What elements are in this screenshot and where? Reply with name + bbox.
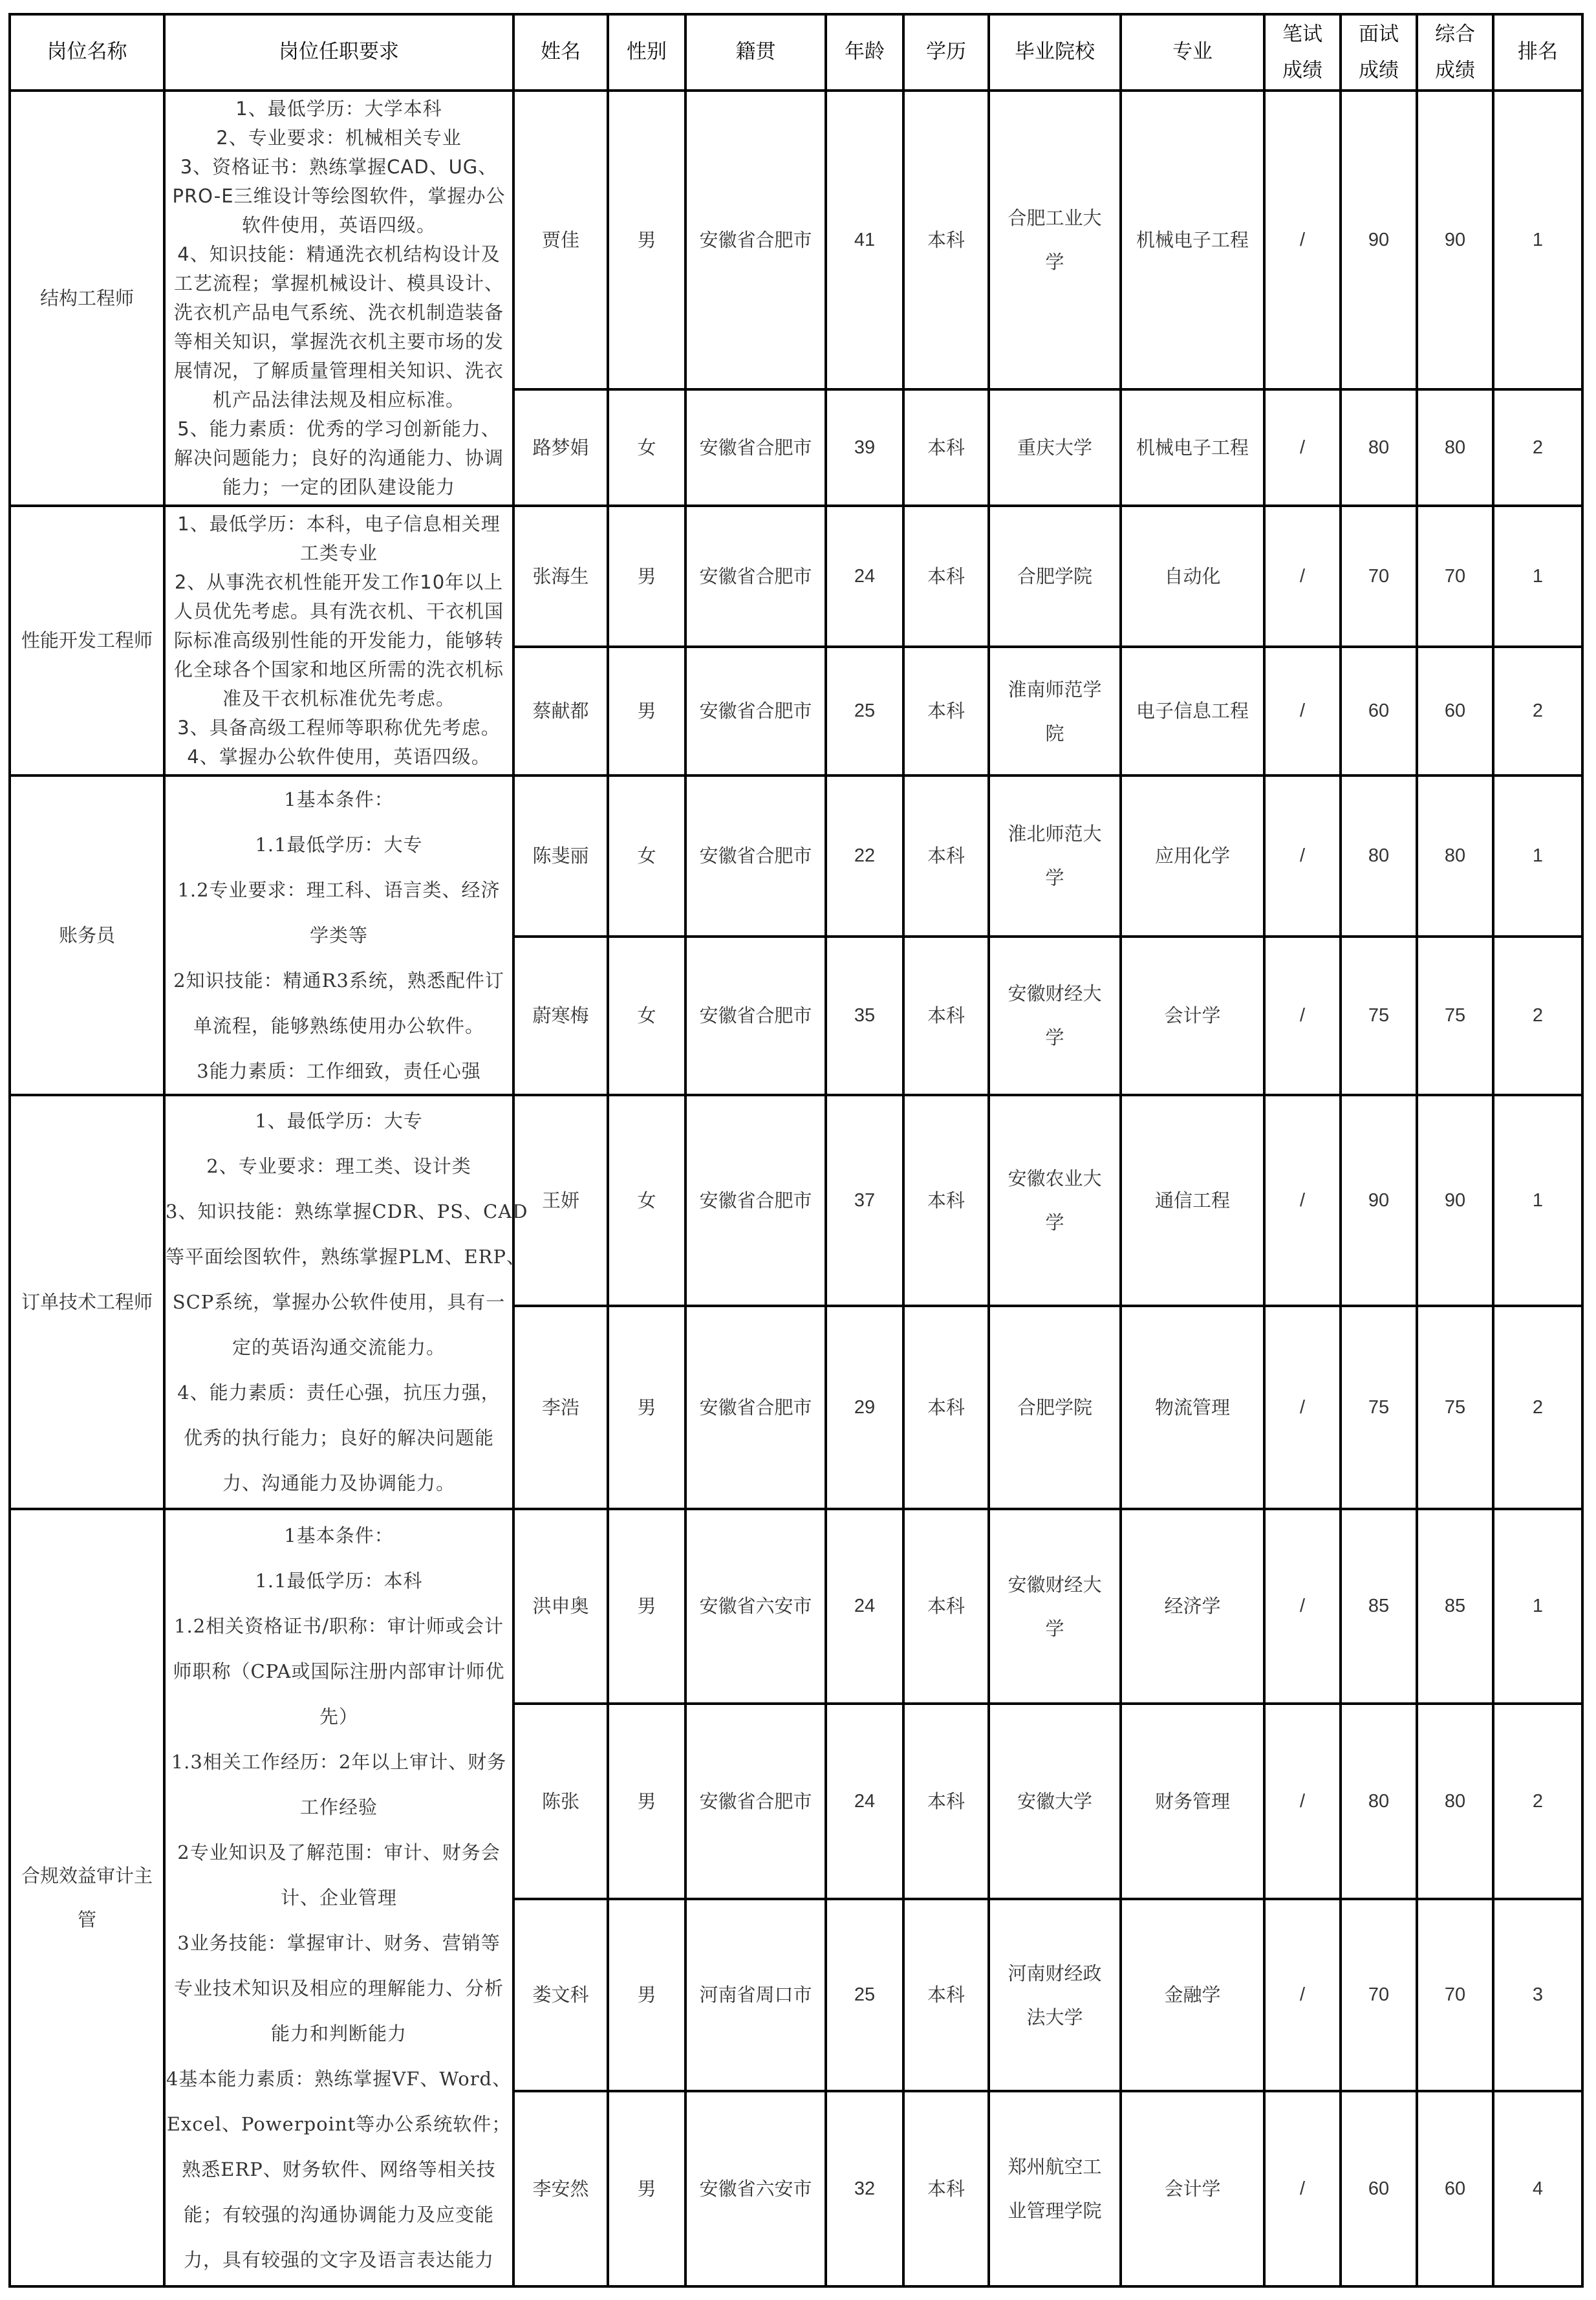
requirement-line: 单流程，能够熟练使用办公软件。 <box>193 1015 484 1037</box>
requirement-line: 1、最低学历：大学本科 <box>235 98 442 120</box>
interview-score-cell: 75 <box>1341 937 1417 1096</box>
major-cell: 经济学 <box>1121 1509 1264 1704</box>
age-cell: 29 <box>826 1306 903 1509</box>
requirement-line: 2知识技能：精通R3系统，熟悉配件订 <box>173 970 504 992</box>
gender-cell: 男 <box>608 1704 685 1899</box>
hometown-cell: 安徽省六安市 <box>685 2091 826 2286</box>
rank-cell: 1 <box>1493 91 1582 389</box>
requirement-line: 3业务技能：掌握审计、财务、营销等 <box>177 1932 501 1954</box>
requirement-line: 4、能力素质：责任心强，抗压力强， <box>177 1382 501 1404</box>
school-name-line: 安徽农业大 <box>1008 1167 1102 1189</box>
gender-cell: 男 <box>608 2091 685 2286</box>
school-cell <box>989 389 1121 506</box>
major-cell: 物流管理 <box>1121 1306 1264 1509</box>
gender-cell: 女 <box>608 1095 685 1306</box>
total-score-cell: 85 <box>1417 1509 1493 1704</box>
school-name-line: 法大学 <box>1026 2006 1083 2028</box>
hometown-cell: 安徽省六安市 <box>685 1509 826 1704</box>
school-cell <box>989 647 1121 776</box>
requirement-line: 机产品法律法规及相应标准。 <box>212 389 465 411</box>
candidate-name-cell: 路梦娟 <box>513 389 608 506</box>
header-total-score <box>1417 14 1493 91</box>
hometown-cell: 安徽省合肥市 <box>685 1306 826 1509</box>
requirement-line: 际标准高级别性能的开发能力，能够转 <box>173 629 504 651</box>
candidate-name-cell: 李浩 <box>513 1306 608 1509</box>
requirement-line: 展情况，了解质量管理相关知识、洗衣 <box>173 360 504 382</box>
job-requirements-cell <box>164 506 513 776</box>
requirement-line: 1基本条件： <box>284 1524 394 1546</box>
total-score-cell: 90 <box>1417 91 1493 389</box>
header-interview-score-line2: 成绩 <box>1359 59 1399 82</box>
interview-score-cell: 70 <box>1341 1899 1417 2091</box>
requirement-line: 1.1最低学历：本科 <box>255 1570 423 1592</box>
major-cell: 通信工程 <box>1121 1095 1264 1306</box>
table-row <box>10 776 1582 937</box>
position-name-line: 管 <box>77 1909 96 1931</box>
interview-score-cell: 90 <box>1341 1095 1417 1306</box>
gender-cell: 男 <box>608 647 685 776</box>
age-cell: 35 <box>826 937 903 1096</box>
position-name: 订单技术工程师 <box>21 1290 153 1313</box>
header-total-score-line1: 综合 <box>1435 23 1475 46</box>
age-cell: 25 <box>826 647 903 776</box>
requirement-line: 4基本能力素质：熟练掌握VF、Word、 <box>166 2068 512 2090</box>
rank-cell: 1 <box>1493 1509 1582 1704</box>
position-name-cell <box>10 1509 164 2286</box>
job-requirements-cell <box>164 776 513 1095</box>
requirement-line: 2、专业要求：机械相关专业 <box>216 127 462 149</box>
written-score-cell: / <box>1264 776 1341 937</box>
major-cell: 应用化学 <box>1121 776 1264 937</box>
education-cell: 本科 <box>903 776 989 937</box>
school-cell <box>989 91 1121 389</box>
hometown-cell: 安徽省合肥市 <box>685 91 826 389</box>
requirement-line: 3、具备高级工程师等职称优先考虑。 <box>177 717 501 739</box>
requirement-line: 2、专业要求：理工类、设计类 <box>206 1155 471 1177</box>
rank-cell: 3 <box>1493 1899 1582 2091</box>
school-cell <box>989 1095 1121 1306</box>
header-interview-score <box>1341 14 1417 91</box>
hometown-cell: 安徽省合肥市 <box>685 647 826 776</box>
total-score-cell: 60 <box>1417 647 1493 776</box>
written-score-cell: / <box>1264 1704 1341 1899</box>
requirement-line: 解决问题能力；良好的沟通能力、协调 <box>173 447 504 469</box>
interview-score-cell: 80 <box>1341 1704 1417 1899</box>
requirement-line: 专业技术知识及相应的理解能力、分析 <box>173 1977 504 1999</box>
hometown-cell: 安徽省合肥市 <box>685 937 826 1096</box>
requirement-line: 计、企业管理 <box>280 1887 397 1909</box>
requirement-line: 1、最低学历：本科，电子信息相关理 <box>177 513 501 535</box>
school-cell <box>989 776 1121 937</box>
total-score-cell: 90 <box>1417 1095 1493 1306</box>
age-cell: 37 <box>826 1095 903 1306</box>
interview-score-cell: 80 <box>1341 389 1417 506</box>
school-name-line: 郑州航空工 <box>1008 2156 1102 2178</box>
candidate-table <box>8 13 1584 2288</box>
written-score-cell: / <box>1264 1306 1341 1509</box>
position-name-cell <box>10 1095 164 1509</box>
age-cell: 39 <box>826 389 903 506</box>
position-name-cell <box>10 506 164 776</box>
education-cell: 本科 <box>903 1704 989 1899</box>
header-rank: 排名 <box>1493 14 1582 91</box>
header-gender: 性别 <box>608 14 685 91</box>
total-score-cell: 60 <box>1417 2091 1493 2286</box>
table-body <box>10 91 1582 2286</box>
written-score-cell: / <box>1264 2091 1341 2286</box>
total-score-cell: 80 <box>1417 389 1493 506</box>
requirement-line: 力、沟通能力及协调能力。 <box>222 1472 455 1494</box>
header-hometown: 籍贯 <box>685 14 826 91</box>
requirement-line: 力，具有较强的文字及语言表达能力 <box>183 2249 494 2271</box>
education-cell: 本科 <box>903 1509 989 1704</box>
rank-cell: 2 <box>1493 937 1582 1096</box>
position-name: 账务员 <box>58 924 115 946</box>
header-written-score <box>1264 14 1341 91</box>
requirement-line: 3能力素质：工作细致，责任心强 <box>197 1060 481 1082</box>
written-score-cell: / <box>1264 1509 1341 1704</box>
requirement-line: 1.2专业要求：理工科、语言类、经济 <box>177 879 501 901</box>
total-score-cell: 70 <box>1417 506 1493 647</box>
school-name-line: 淮北师范大 <box>1008 823 1102 845</box>
header-written-score-line1: 笔试 <box>1282 23 1322 46</box>
school-cell <box>989 1509 1121 1704</box>
rank-cell: 1 <box>1493 776 1582 937</box>
school-name-line: 学 <box>1045 1211 1064 1233</box>
school-name-line: 淮南师范学 <box>1008 678 1102 700</box>
school-name-line: 业管理学院 <box>1008 2200 1102 2222</box>
requirement-line: 软件使用，英语四级。 <box>241 214 436 236</box>
rank-cell: 1 <box>1493 1095 1582 1306</box>
interview-score-cell: 85 <box>1341 1509 1417 1704</box>
gender-cell: 男 <box>608 1899 685 2091</box>
major-cell: 机械电子工程 <box>1121 389 1264 506</box>
header-school: 毕业院校 <box>989 14 1121 91</box>
candidate-name-cell: 陈斐丽 <box>513 776 608 937</box>
table-row <box>10 1095 1582 1306</box>
gender-cell: 男 <box>608 1509 685 1704</box>
school-name-line: 合肥学院 <box>1017 565 1092 587</box>
age-cell: 24 <box>826 506 903 647</box>
requirement-line: 优秀的执行能力；良好的解决问题能 <box>183 1427 494 1449</box>
header-interview-score-line1: 面试 <box>1359 23 1399 46</box>
school-name-line: 河南财经政 <box>1008 1962 1102 1984</box>
position-name-cell <box>10 91 164 506</box>
school-name-line: 学 <box>1045 251 1064 273</box>
school-name-line: 安徽财经大 <box>1008 982 1102 1005</box>
requirement-line: 1基本条件： <box>284 788 394 810</box>
education-cell: 本科 <box>903 1306 989 1509</box>
requirement-line: SCP系统，掌握办公软件使用，具有一 <box>172 1291 506 1313</box>
education-cell: 本科 <box>903 91 989 389</box>
major-cell: 财务管理 <box>1121 1704 1264 1899</box>
job-requirements-cell <box>164 1509 513 2286</box>
education-cell: 本科 <box>903 937 989 1096</box>
gender-cell: 男 <box>608 506 685 647</box>
hometown-cell: 安徽省合肥市 <box>685 1704 826 1899</box>
requirement-line: 化全球各个国家和地区所需的洗衣机标 <box>173 658 504 680</box>
requirement-line: 能力和判断能力 <box>270 2023 407 2045</box>
requirement-line: 3、资格证书：熟练掌握CAD、UG、 <box>180 156 498 178</box>
header-requirements: 岗位任职要求 <box>164 14 513 91</box>
major-cell: 电子信息工程 <box>1121 647 1264 776</box>
requirement-line: 等相关知识，掌握洗衣机主要市场的发 <box>173 331 504 353</box>
header-name: 姓名 <box>513 14 608 91</box>
school-name-line: 院 <box>1045 722 1064 744</box>
requirement-line: 4、掌握办公软件使用，英语四级。 <box>187 746 491 768</box>
candidate-name-cell: 张海生 <box>513 506 608 647</box>
school-name-line: 学 <box>1045 867 1064 889</box>
requirement-line: 先） <box>319 1706 358 1728</box>
gender-cell: 男 <box>608 91 685 389</box>
candidate-name-cell: 贾佳 <box>513 91 608 389</box>
hometown-cell: 安徽省合肥市 <box>685 506 826 647</box>
requirement-line: 工类专业 <box>299 542 378 564</box>
requirement-line: 学类等 <box>309 924 368 946</box>
requirement-line: 1.1最低学历：大专 <box>255 834 423 856</box>
school-cell <box>989 1899 1121 2091</box>
major-cell: 自动化 <box>1121 506 1264 647</box>
school-cell <box>989 1306 1121 1509</box>
job-requirements-cell <box>164 91 513 506</box>
school-name-line: 合肥工业大 <box>1008 207 1102 229</box>
candidate-name-cell: 蔚寒梅 <box>513 937 608 1096</box>
rank-cell: 1 <box>1493 506 1582 647</box>
requirement-line: 1.2相关资格证书/职称：审计师或会计 <box>174 1615 504 1637</box>
age-cell: 22 <box>826 776 903 937</box>
total-score-cell: 75 <box>1417 937 1493 1096</box>
age-cell: 24 <box>826 1509 903 1704</box>
requirement-line: 能；有较强的沟通协调能力及应变能 <box>183 2204 494 2226</box>
rank-cell: 4 <box>1493 2091 1582 2286</box>
requirement-line: 能力；一定的团队建设能力 <box>222 476 455 498</box>
recruitment-results-sheet <box>8 13 1584 2288</box>
position-name: 性能开发工程师 <box>21 629 153 652</box>
school-cell <box>989 506 1121 647</box>
requirement-line: 2专业知识及了解范围：审计、财务会 <box>177 1841 501 1863</box>
written-score-cell: / <box>1264 389 1341 506</box>
written-score-cell: / <box>1264 1095 1341 1306</box>
header-major: 专业 <box>1121 14 1264 91</box>
written-score-cell: / <box>1264 1899 1341 2091</box>
gender-cell: 女 <box>608 776 685 937</box>
position-name-cell <box>10 776 164 1095</box>
header-row <box>10 14 1582 91</box>
requirement-line: PRO-E三维设计等绘图软件，掌握办公 <box>172 185 506 207</box>
requirement-line: 1、最低学历：大专 <box>255 1110 423 1132</box>
gender-cell: 女 <box>608 937 685 1096</box>
candidate-name-cell: 王妍 <box>513 1095 608 1306</box>
table-row <box>10 506 1582 647</box>
requirement-line: 1.3相关工作经历：2年以上审计、财务 <box>171 1751 507 1773</box>
interview-score-cell: 75 <box>1341 1306 1417 1509</box>
major-cell: 金融学 <box>1121 1899 1264 2091</box>
rank-cell: 2 <box>1493 647 1582 776</box>
hometown-cell: 河南省周口市 <box>685 1899 826 2091</box>
requirement-line: 5、能力素质：优秀的学习创新能力、 <box>177 418 501 440</box>
requirement-line: 师职称（CPA或国际注册内部审计师优 <box>173 1660 505 1682</box>
school-name-line: 安徽大学 <box>1017 1790 1092 1812</box>
total-score-cell: 70 <box>1417 1899 1493 2091</box>
written-score-cell: / <box>1264 937 1341 1096</box>
requirement-line: 洗衣机产品电气系统、洗衣机制造装备 <box>173 301 504 323</box>
requirement-line: 准及干衣机标准优先考虑。 <box>222 688 455 710</box>
requirement-line: 工艺流程；掌握机械设计、模具设计、 <box>173 272 504 294</box>
school-cell <box>989 2091 1121 2286</box>
header-total-score-line2: 成绩 <box>1435 59 1475 82</box>
major-cell: 机械电子工程 <box>1121 91 1264 389</box>
candidate-name-cell: 洪申奥 <box>513 1509 608 1704</box>
header-education: 学历 <box>903 14 989 91</box>
age-cell: 25 <box>826 1899 903 2091</box>
education-cell: 本科 <box>903 1095 989 1306</box>
table-row <box>10 1509 1582 1704</box>
school-name-line: 安徽财经大 <box>1008 1573 1102 1596</box>
education-cell: 本科 <box>903 506 989 647</box>
candidate-name-cell: 陈张 <box>513 1704 608 1899</box>
total-score-cell: 80 <box>1417 1704 1493 1899</box>
rank-cell: 2 <box>1493 1704 1582 1899</box>
gender-cell: 女 <box>608 389 685 506</box>
interview-score-cell: 60 <box>1341 647 1417 776</box>
interview-score-cell: 70 <box>1341 506 1417 647</box>
candidate-name-cell: 娄文科 <box>513 1899 608 2091</box>
hometown-cell: 安徽省合肥市 <box>685 776 826 937</box>
header-written-score-line2: 成绩 <box>1282 59 1322 82</box>
age-cell: 24 <box>826 1704 903 1899</box>
school-name-line: 学 <box>1045 1617 1064 1640</box>
position-name: 结构工程师 <box>39 287 134 309</box>
table-row <box>10 91 1582 389</box>
candidate-name-cell: 李安然 <box>513 2091 608 2286</box>
hometown-cell: 安徽省合肥市 <box>685 1095 826 1306</box>
written-score-cell: / <box>1264 647 1341 776</box>
requirement-line: 等平面绘图软件，熟练掌握PLM、ERP、 <box>166 1246 526 1268</box>
education-cell: 本科 <box>903 2091 989 2286</box>
requirement-line: 人员优先考虑。具有洗衣机、干衣机国 <box>173 600 504 622</box>
requirement-line: 4、知识技能：精通洗衣机结构设计及 <box>177 243 501 265</box>
major-cell: 会计学 <box>1121 2091 1264 2286</box>
job-requirements-cell <box>164 1095 528 1509</box>
requirement-line: 2、从事洗衣机性能开发工作10年以上 <box>174 571 504 593</box>
requirement-line: 工作经验 <box>299 1796 378 1818</box>
candidate-name-cell: 蔡献都 <box>513 647 608 776</box>
requirement-line: Excel、Powerpoint等办公系统软件； <box>166 2113 512 2135</box>
hometown-cell: 安徽省合肥市 <box>685 389 826 506</box>
total-score-cell: 80 <box>1417 776 1493 937</box>
school-cell <box>989 937 1121 1096</box>
education-cell: 本科 <box>903 389 989 506</box>
school-name-line: 重庆大学 <box>1017 437 1092 459</box>
school-name-line: 学 <box>1045 1026 1064 1049</box>
written-score-cell: / <box>1264 91 1341 389</box>
written-score-cell: / <box>1264 506 1341 647</box>
requirement-line: 定的英语沟通交流能力。 <box>232 1336 446 1358</box>
gender-cell: 男 <box>608 1306 685 1509</box>
requirement-line: 3、知识技能：熟练掌握CDR、PS、CAD <box>166 1200 528 1222</box>
interview-score-cell: 60 <box>1341 2091 1417 2286</box>
interview-score-cell: 80 <box>1341 776 1417 937</box>
header-age: 年龄 <box>826 14 903 91</box>
age-cell: 32 <box>826 2091 903 2286</box>
major-cell: 会计学 <box>1121 937 1264 1096</box>
interview-score-cell: 90 <box>1341 91 1417 389</box>
requirement-line: 熟悉ERP、财务软件、网络等相关技 <box>182 2158 496 2180</box>
position-name-line: 合规效益审计主 <box>21 1865 153 1887</box>
rank-cell: 2 <box>1493 389 1582 506</box>
education-cell: 本科 <box>903 1899 989 2091</box>
rank-cell: 2 <box>1493 1306 1582 1509</box>
education-cell: 本科 <box>903 647 989 776</box>
total-score-cell: 75 <box>1417 1306 1493 1509</box>
age-cell: 41 <box>826 91 903 389</box>
header-position: 岗位名称 <box>10 14 164 91</box>
school-cell <box>989 1704 1121 1899</box>
school-name-line: 合肥学院 <box>1017 1396 1092 1418</box>
